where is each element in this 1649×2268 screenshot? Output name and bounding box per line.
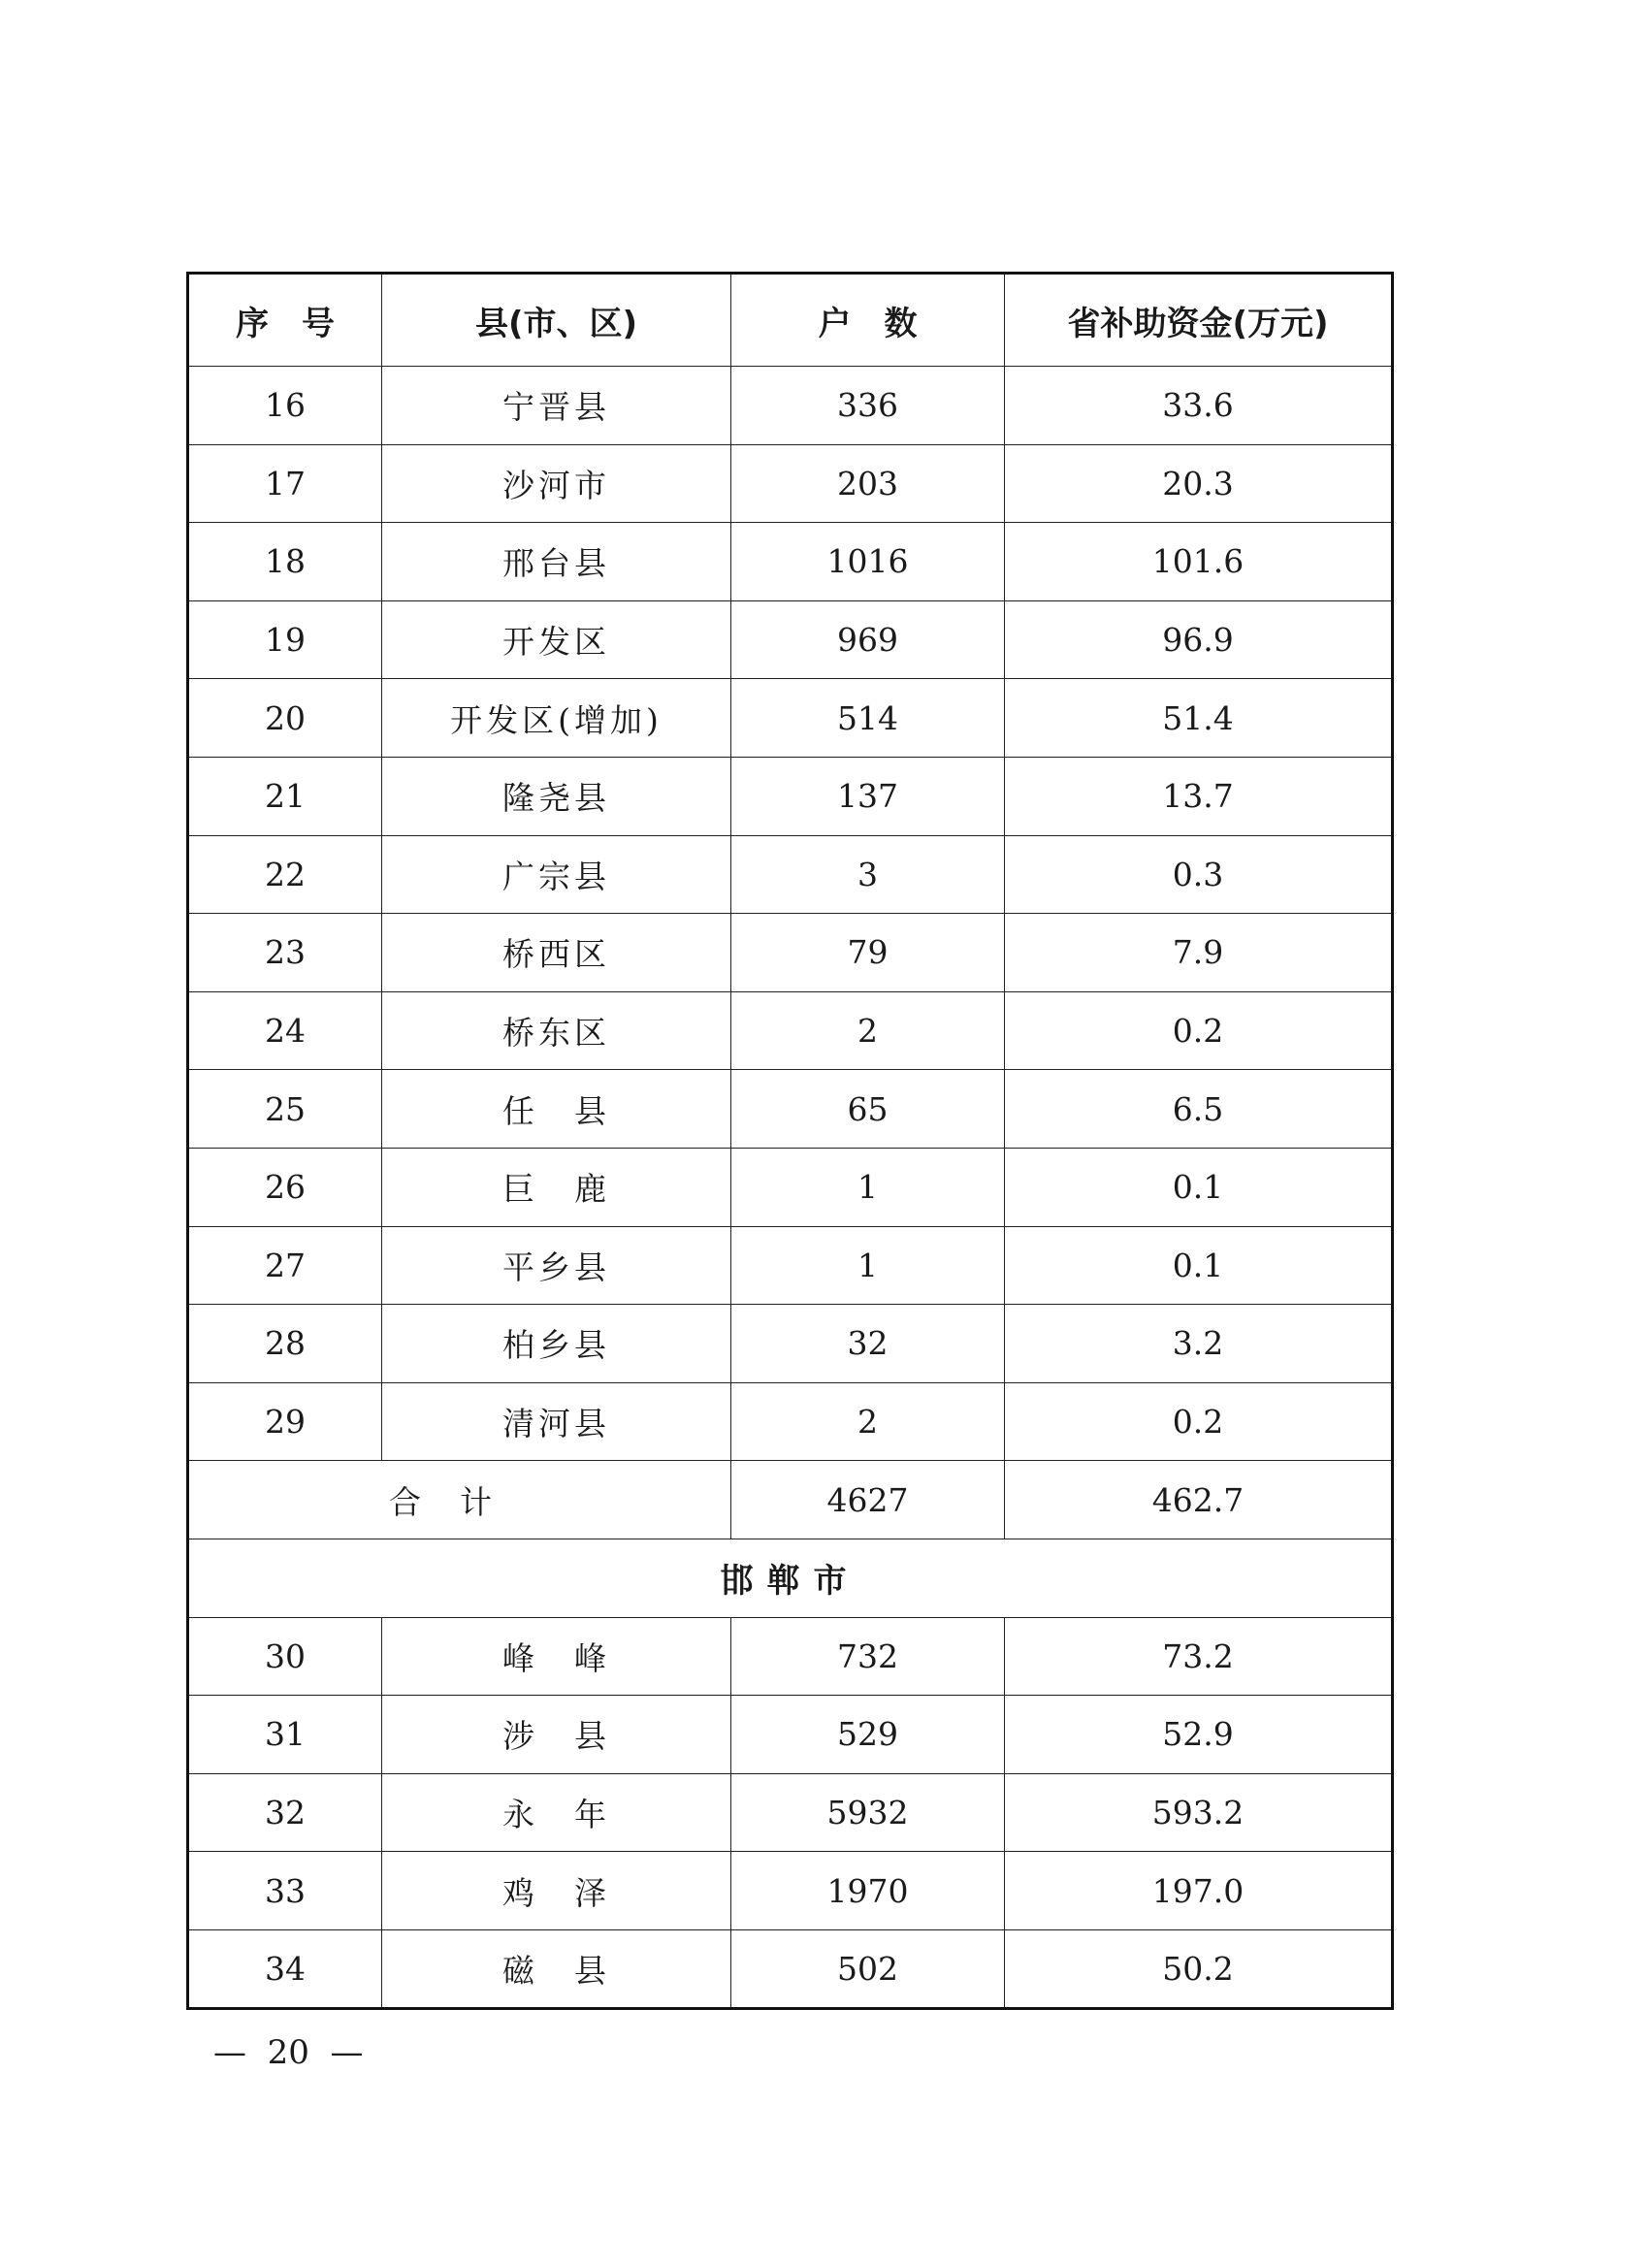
row-households: 732 (731, 1617, 1005, 1696)
row-funds: 197.0 (1005, 1852, 1393, 1930)
row-funds: 73.2 (1005, 1617, 1393, 1696)
row-index: 34 (188, 1929, 382, 2009)
row-households: 32 (731, 1305, 1005, 1383)
header-county: 县(市、区) (382, 274, 731, 367)
row-index: 17 (188, 444, 382, 523)
row-index: 20 (188, 679, 382, 758)
row-county: 沙河市 (382, 444, 731, 523)
row-funds: 50.2 (1005, 1929, 1393, 2009)
table-row (188, 835, 1393, 914)
total-households: 4627 (731, 1461, 1005, 1539)
row-index: 21 (188, 757, 382, 835)
table-row (188, 1852, 1393, 1930)
row-households: 3 (731, 835, 1005, 914)
header-funds: 省补助资金(万元) (1005, 274, 1393, 367)
row-index: 23 (188, 914, 382, 992)
row-funds: 0.1 (1005, 1226, 1393, 1305)
row-households: 5932 (731, 1773, 1005, 1852)
row-funds: 20.3 (1005, 444, 1393, 523)
header-row (188, 274, 1393, 367)
table-row (188, 1305, 1393, 1383)
row-county: 磁 县 (382, 1929, 731, 2009)
table-row (188, 600, 1393, 679)
row-index: 31 (188, 1696, 382, 1774)
row-funds: 0.1 (1005, 1148, 1393, 1226)
total-label: 合计 (188, 1461, 731, 1539)
row-county: 峰 峰 (382, 1617, 731, 1696)
row-households: 2 (731, 1382, 1005, 1461)
row-funds: 593.2 (1005, 1773, 1393, 1852)
row-households: 1 (731, 1226, 1005, 1305)
table-row (188, 1696, 1393, 1774)
row-county: 清河县 (382, 1382, 731, 1461)
row-index: 28 (188, 1305, 382, 1383)
table-row (188, 1382, 1393, 1461)
header-households: 户 数 (731, 274, 1005, 367)
row-funds: 7.9 (1005, 914, 1393, 992)
row-funds: 3.2 (1005, 1305, 1393, 1383)
row-index: 19 (188, 600, 382, 679)
row-county: 宁晋县 (382, 367, 731, 445)
row-county: 巨 鹿 (382, 1148, 731, 1226)
row-index: 16 (188, 367, 382, 445)
row-households: 79 (731, 914, 1005, 992)
row-county: 开发区 (382, 600, 731, 679)
row-index: 25 (188, 1070, 382, 1149)
row-county: 任 县 (382, 1070, 731, 1149)
row-households: 203 (731, 444, 1005, 523)
row-households: 514 (731, 679, 1005, 758)
row-funds: 101.6 (1005, 523, 1393, 601)
section-title: 邯郸市 (188, 1539, 1393, 1617)
header-index: 序 号 (188, 274, 382, 367)
table-row (188, 367, 1393, 445)
row-households: 137 (731, 757, 1005, 835)
row-households: 969 (731, 600, 1005, 679)
row-index: 18 (188, 523, 382, 601)
row-county: 广宗县 (382, 835, 731, 914)
row-county: 平乡县 (382, 1226, 731, 1305)
table-row (188, 523, 1393, 601)
row-households: 2 (731, 991, 1005, 1070)
row-index: 29 (188, 1382, 382, 1461)
row-funds: 13.7 (1005, 757, 1393, 835)
row-funds: 6.5 (1005, 1070, 1393, 1149)
total-row (188, 1461, 1393, 1539)
row-households: 1016 (731, 523, 1005, 601)
row-county: 柏乡县 (382, 1305, 731, 1383)
row-households: 529 (731, 1696, 1005, 1774)
row-index: 27 (188, 1226, 382, 1305)
row-county: 桥西区 (382, 914, 731, 992)
subsidy-table (186, 272, 1394, 2010)
table-row (188, 679, 1393, 758)
row-funds: 0.2 (1005, 1382, 1393, 1461)
table-row (188, 1070, 1393, 1149)
row-funds: 96.9 (1005, 600, 1393, 679)
row-households: 502 (731, 1929, 1005, 2009)
row-households: 1 (731, 1148, 1005, 1226)
row-funds: 0.2 (1005, 991, 1393, 1070)
row-households: 1970 (731, 1852, 1005, 1930)
table-row (188, 757, 1393, 835)
row-county: 开发区(增加) (382, 679, 731, 758)
table-row (188, 1773, 1393, 1852)
row-index: 24 (188, 991, 382, 1070)
row-county: 桥东区 (382, 991, 731, 1070)
row-index: 22 (188, 835, 382, 914)
total-funds: 462.7 (1005, 1461, 1393, 1539)
row-funds: 0.3 (1005, 835, 1393, 914)
table-row (188, 1226, 1393, 1305)
table-row (188, 444, 1393, 523)
section-row (188, 1539, 1393, 1617)
row-county: 涉 县 (382, 1696, 731, 1774)
row-index: 30 (188, 1617, 382, 1696)
row-funds: 33.6 (1005, 367, 1393, 445)
row-county: 鸡 泽 (382, 1852, 731, 1930)
row-households: 336 (731, 367, 1005, 445)
row-funds: 52.9 (1005, 1696, 1393, 1774)
page-number: — 20 — (213, 2033, 364, 2072)
table-row (188, 1929, 1393, 2009)
row-index: 26 (188, 1148, 382, 1226)
table-row (188, 1148, 1393, 1226)
table-row (188, 914, 1393, 992)
row-index: 33 (188, 1852, 382, 1930)
row-funds: 51.4 (1005, 679, 1393, 758)
row-county: 邢台县 (382, 523, 731, 601)
row-county: 隆尧县 (382, 757, 731, 835)
table-row (188, 1617, 1393, 1696)
row-county: 永 年 (382, 1773, 731, 1852)
row-households: 65 (731, 1070, 1005, 1149)
table-row (188, 991, 1393, 1070)
row-index: 32 (188, 1773, 382, 1852)
